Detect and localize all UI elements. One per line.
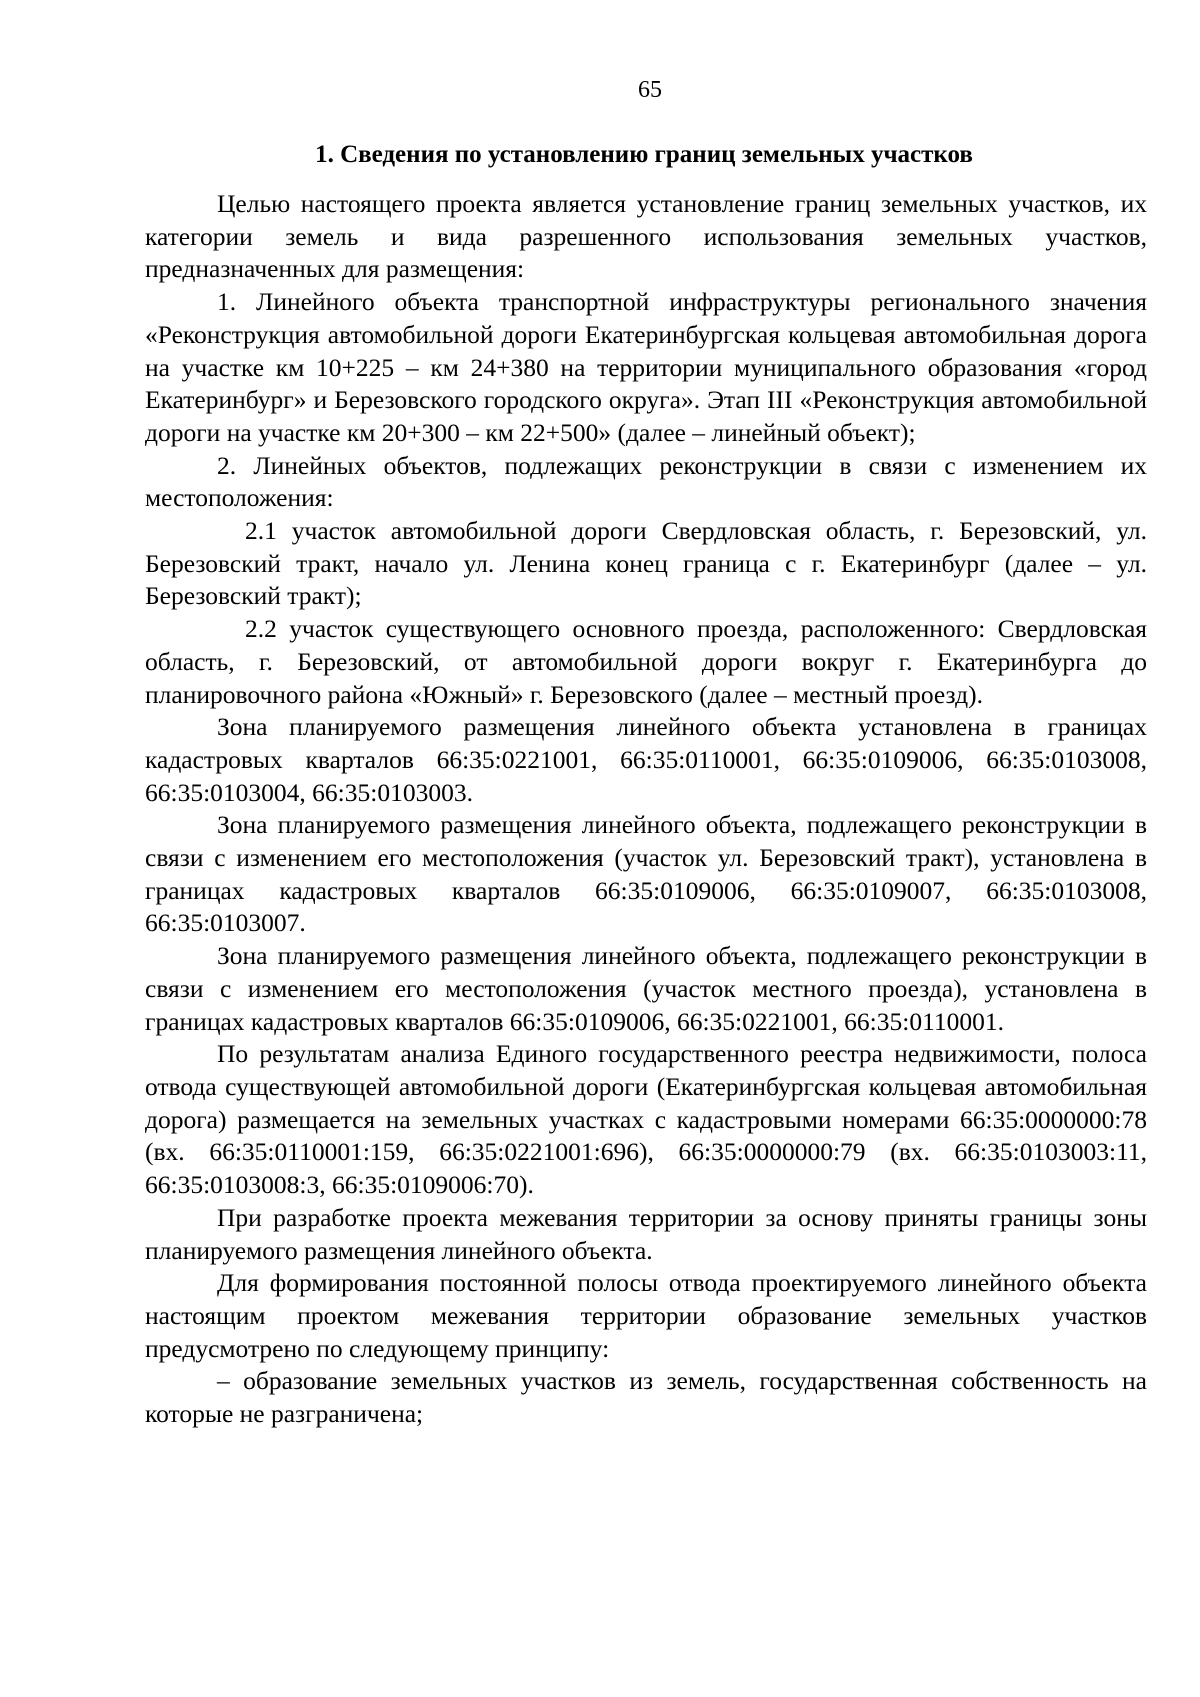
paragraph-purpose: Целью настоящего проекта является установление границ земельных участков, их категории земель и вида разрешенного использования земельных участков, предназначенных для размещения: <box>145 189 1147 284</box>
paragraph-zone-linear-object: Зона планируемого размещения линейного объекта установлена в границах кадастровых кварталов 66:35:0221001, 66:35:0110001, 66:35:0109006, 66:35:0103008, 66:35:0103004, 66:35:0103003. <box>145 712 1147 807</box>
paragraph-zone-local-passage: Зона планируемого размещения линейного объекта, подлежащего реконструкции в связи с изменением его местоположения (участок местного проезда), установлена в границах кадастровых кварталов 66:35:0109006, 66:35:0221001, 66:35:0110001. <box>145 941 1147 1036</box>
paragraph-zone-berezovsky-trakt: Зона планируемого размещения линейного объекта, подлежащего реконструкции в связи с изменением его местоположения (участок ул. Березовский тракт), установлена в границах кадастровых кварталов 66:35:0109006, 66:35:0109007, 66:35:0103008, 66:35:0103007. <box>145 810 1147 938</box>
paragraph-registry-analysis: По результатам анализа Единого государственного реестра недвижимости, полоса отвода существующей автомобильной дороги (Екатеринбургская кольцевая автомобильная дорога) размещается на земельных участках с кадастровыми номерами 66:35:0000000:78 (вх. 66:35:0110001:159, 66:35:0221001:696), 66:35:0000000:79 (вх. 66:35:0103003:11, 66:35:0103008:3, 66:35:0109006:70). <box>145 1039 1147 1200</box>
paragraph-formation-principle: Для формирования постоянной полосы отвода проектируемого линейного объекта настоящим проектом межевания территории образование земельных участков предусмотрено по следующему принципу: <box>145 1268 1147 1363</box>
paragraph-item-2: 2. Линейных объектов, подлежащих реконструкции в связи с изменением их местоположения: <box>145 450 1147 513</box>
page-number: 65 <box>638 77 662 103</box>
paragraph-boundaries-basis: При разработке проекта межевания территории за основу приняты границы зоны планируемого размещения линейного объекта. <box>145 1202 1147 1265</box>
paragraph-item-1: 1. Линейного объекта транспортной инфраструктуры регионального значения «Реконструкция автомобильной дороги Екатеринбургская кольцевая автомобильная дорога на участке км 10+225 – км 24+380 на территории муниципального образования «город Екатеринбург» и Березовского городского округа». Этап III «Реконструкция автомобильной дороги на участке км 20+300 – км 22+500» (далее – линейный объект); <box>145 287 1147 447</box>
section-heading: 1. Сведения по установлению границ земельных участков <box>315 141 973 168</box>
document-body <box>145 188 1147 1431</box>
paragraph-formation-item: – образование земельных участков из земель, государственная собственность на которые не разграничена; <box>145 1366 1147 1429</box>
paragraph-item-2-1: 2.1 участок автомобильной дороги Свердловская область, г. Березовский, ул. Березовский тракт, начало ул. Ленина конец граница с г. Екатеринбург (далее – ул. Березовский тракт); <box>145 516 1147 611</box>
paragraph-item-2-2: 2.2 участок существующего основного проезда, расположенного: Свердловская область, г. Березовский, от автомобильной дороги вокруг г. Екатеринбурга до планировочного района «Южный» г. Березовского (далее – местный проезд). <box>145 614 1147 709</box>
